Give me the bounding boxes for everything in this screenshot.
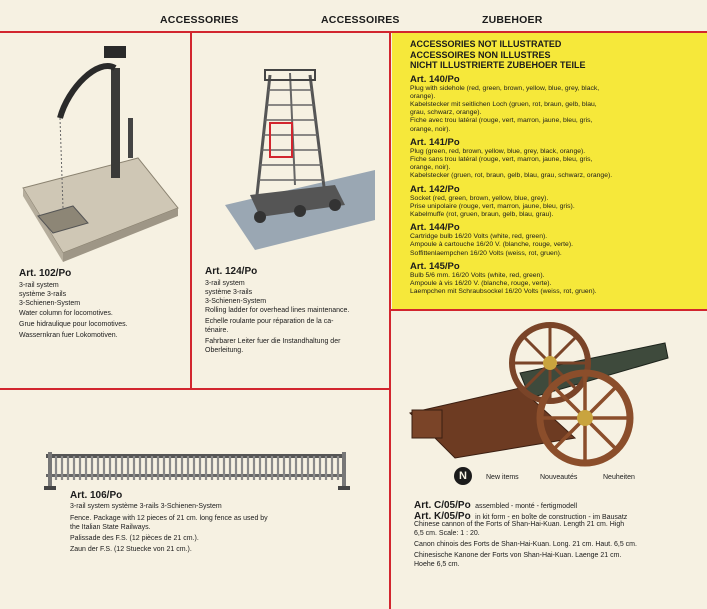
art-c05: Art. C/05/Po assembled - monté - fertigmodell (414, 500, 578, 511)
header-fr: ACCESSOIRES (321, 14, 400, 26)
art-k05: Art. K/05/Po in kit form - en boîte de construction - im Bausatz (414, 511, 628, 522)
new-item-logo: N (454, 467, 472, 485)
divider-h2 (389, 309, 707, 311)
cannon-description: Chinese cannon of the Forts of Shan-Hai-Kuan. Length 21 cm. High 6,5 cm. Scale: 1 : 20. Canon chinois des Forts de Shan-Hai-Kuan. Long. 21 cm. Haut. 6,5 cm. Chinesische Kanone der Forts von Shan-Hai-Kuan. Laenge 21 cm. Hoehe 6,5 cm. (414, 521, 637, 568)
art-124-description: Rolling ladder for overhead lines maintenance. Echelle roulante pour réparation de la ca- ténaire. Fahrbarer Leiter fuer die Instandhaltung der Oberleitung. (205, 307, 350, 354)
new-items-fr: Nouveautés (540, 474, 578, 481)
art-144-description: Cartridge bulb 16/20 Volts (white, red, green). Ampoule à cartouche 16/20 V. (blanche, rouge, verte). Soffittenlaempchen 16/20 Volts (weiss, rot, gruen). (410, 233, 573, 257)
art-141-description: Plug (green, red, brown, yellow, blue, grey, black, orange). Fiche sans trou latéral (rouge, vert, marron, jaune, bleu, gris, orange, noir). Kabelstecker (gruen, rot, braun, gelb, blau, grau, schwarz, orange). (410, 147, 613, 180)
header-en: ACCESSORIES (160, 14, 239, 26)
art-102-code: Art. 102/Po (19, 268, 72, 279)
new-items-de: Neuheiten (603, 474, 635, 481)
not-illustrated-title-en: ACCESSORIES NOT ILLUSTRATED (410, 39, 562, 49)
divider-v1 (190, 31, 192, 389)
art-140-description: Plug with sidehole (red, green, brown, yellow, blue, grey, black, orange). Kabelstecker mit seitlichen Loch (gruen, rot, braun, gelb, blau, grau, schwarz, orange). Fiche avec trou latéral (rouge, vert, marron, jaune, bleu, gris, orange, noir). (410, 84, 600, 133)
art-124-code: Art. 124/Po (205, 266, 258, 277)
water-column-illustration (18, 38, 183, 268)
art-145-code: Art. 145/Po (410, 260, 460, 272)
art-106-system: 3-rail system système 3-rails 3-Schienen-System (70, 503, 222, 510)
art-142-description: Socket (red, green, brown, yellow, blue, grey). Prise unipolaire (rouge, vert, marron, jaune, bleu, gris). Kabelmuffe (rot, gruen, braun, gelb, blau, grau). (410, 194, 575, 218)
not-illustrated-title-de: NICHT ILLUSTRIERTE ZUBEHOER TEILE (410, 60, 586, 70)
art-145-description: Bulb 5/6 mm. 16/20 Volts (white, red, green). Ampoule à vis 16/20 V. (blanche, rouge, verte). Laempchen mit Schraubsockel 16/20 Volts (weiss, rot, gruen). (410, 271, 597, 296)
art-106-code: Art. 106/Po (70, 490, 123, 501)
art-106-description: Fence. Package with 12 pieces of 21 cm. long fence as used by the Italian State Railways. Palissade des F.S. (12 pièces de 21 cm.). Zaun der F.S. (12 Stuecke von 21 cm.). (70, 515, 268, 553)
rolling-ladder-illustration (225, 45, 375, 260)
art-102-description: Water column for locomotives. Grue hidraulique pour locomotives. Wassernkran fuer Lokomotiven. (19, 310, 128, 339)
art-141-code: Art. 141/Po (410, 136, 460, 148)
art-102-system: 3-rail system système 3-rails 3-Schienen-System (19, 282, 81, 307)
not-illustrated-box (392, 33, 707, 309)
cannon-illustration (400, 318, 700, 468)
divider-v2 (389, 31, 391, 609)
art-124-system: 3-rail system système 3-rails 3-Schienen-System (205, 280, 267, 305)
art-140-code: Art. 140/Po (410, 73, 460, 85)
header-de: ZUBEHOER (482, 14, 543, 26)
not-illustrated-title-fr: ACCESSOIRES NON ILLUSTRES (410, 49, 551, 60)
new-items-en: New items (486, 474, 519, 481)
art-142-code: Art. 142/Po (410, 183, 460, 195)
divider-h1 (0, 388, 391, 390)
art-144-code: Art. 144/Po (410, 222, 460, 234)
